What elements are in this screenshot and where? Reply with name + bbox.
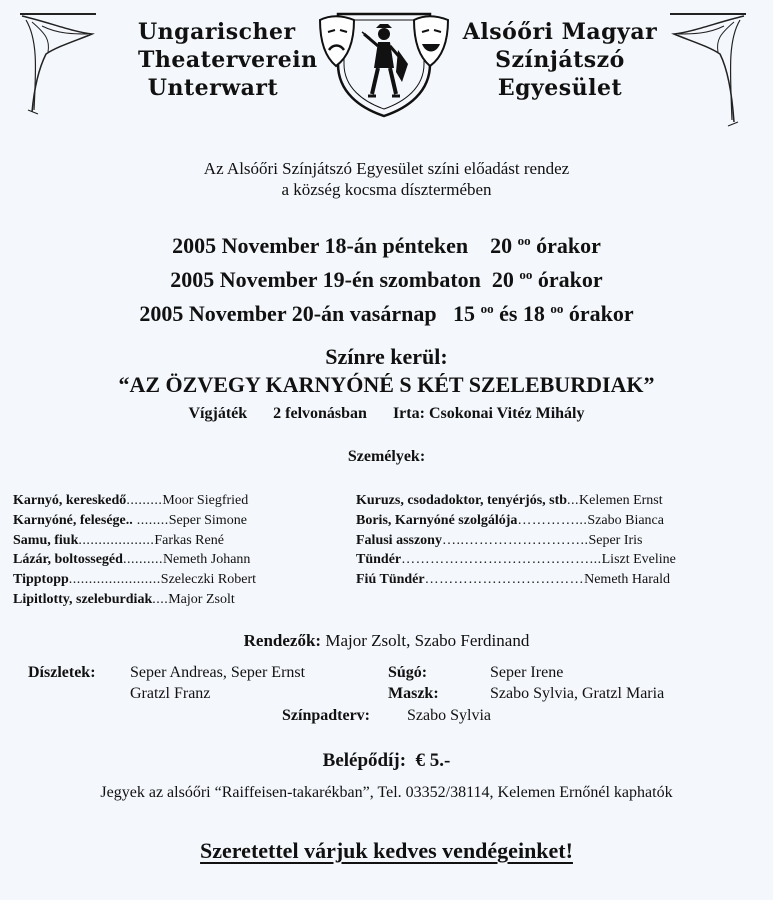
directors-names: Major Zsolt, Szabo Ferdinand bbox=[325, 631, 530, 650]
closing-line: Szeretettel várjuk kedves vendégeinket! bbox=[200, 838, 573, 863]
cast-row: Karnyóné, felesége.. ........Seper Simone bbox=[13, 512, 247, 528]
entry-fee: Belépődíj: € 5.- bbox=[322, 750, 451, 771]
header-left-line: Ungarischer bbox=[138, 19, 296, 45]
cast-heading: Személyek: bbox=[347, 448, 426, 465]
crew-decor-line: Seper Andreas, Seper Ernst bbox=[130, 664, 306, 681]
header-left bbox=[138, 18, 318, 102]
date-line: 2005 November 20-án vasárnap 15 $^{oo}$ és 18 $^{oo}$ órakor bbox=[139, 301, 634, 326]
crew-decor-line: Gratzl Franz bbox=[130, 685, 211, 702]
play-author: Irta: Csokonai Vitéz Mihály bbox=[392, 405, 585, 422]
crew-prompter-names: Seper Irene bbox=[490, 664, 564, 681]
directors bbox=[0, 631, 773, 651]
cast-row: Boris, Karnyóné szolgálója…………...Szabo Bianca bbox=[356, 512, 664, 528]
cast-row: Tipptopp.......................Szeleczki Robert bbox=[13, 572, 257, 588]
crew-prompter-label: Súgó: bbox=[388, 664, 428, 681]
cast-row: Tündér…………………………………...Liszt Eveline bbox=[356, 552, 676, 568]
play-heading bbox=[0, 343, 773, 399]
cast-list-left bbox=[13, 491, 256, 610]
play-genre: Vígjáték bbox=[188, 405, 248, 422]
crew-decor-names bbox=[130, 662, 305, 704]
cast-row: Karnyó, kereskedő.........Moor Siegfried bbox=[13, 493, 249, 508]
performance-dates bbox=[0, 226, 773, 328]
play-title: “AZ ÖZVEGY KARNYÓNÉ S KÉT SZELEBURDIAK” bbox=[118, 372, 655, 397]
crew-stage-label: Színpadterv: bbox=[282, 707, 370, 724]
intro-line: a község kocsma dísztermében bbox=[281, 180, 492, 199]
crew-mask-names: Szabo Sylvia, Gratzl Maria bbox=[490, 685, 665, 702]
crew-stage-names: Szabo Sylvia bbox=[407, 707, 491, 724]
play-subtitle bbox=[0, 405, 773, 423]
intro-text bbox=[0, 158, 773, 200]
cast-row: Lázár, boltossegéd..........Nemeth Johann bbox=[13, 552, 251, 568]
directors-label: Rendezők: bbox=[243, 631, 322, 650]
date-line: 2005 November 18-án pénteken 20 $^{oo}$ órakor bbox=[172, 233, 601, 258]
cast-row: Kuruzs, csodadoktor, tenyérjós, stb...Kelemen Ernst bbox=[356, 493, 663, 508]
play-intro: Színre kerül: bbox=[325, 344, 448, 369]
intro-line: Az Alsóőri Színjátszó Egyesület színi előadást rendez bbox=[203, 159, 570, 178]
curtain-right-icon bbox=[668, 10, 748, 130]
cast-list-right bbox=[356, 491, 676, 590]
cast-row: Lipitlotty, szeleburdiak....Major Zsolt bbox=[13, 591, 235, 607]
curtain-left-icon bbox=[18, 10, 98, 120]
play-acts: 2 felvonásban bbox=[273, 405, 367, 422]
header-right-line: Alsóőri Magyar bbox=[462, 19, 658, 45]
header-right-line: Színjátszó bbox=[495, 47, 625, 73]
header-right bbox=[462, 18, 658, 102]
ticket-info: Jegyek az alsóőri “Raiffeisen-takarékban”, Tel. 03352/38114, Kelemen Ernőnél kaphatók bbox=[100, 784, 673, 801]
cast-row: Falusi asszony…..……………………..Seper Iris bbox=[356, 532, 643, 548]
date-line: 2005 November 19-én szombaton 20 $^{oo}$ órakor bbox=[170, 267, 603, 292]
crew-decor-label: Díszletek: bbox=[28, 664, 96, 681]
theater-crest-icon bbox=[318, 8, 450, 118]
crew-mask-label: Maszk: bbox=[388, 685, 439, 702]
cast-row: Fiú Tündér……………………………Nemeth Harald bbox=[356, 572, 671, 588]
header-left-line: Unterwart bbox=[147, 75, 279, 101]
header-right-line: Egyesület bbox=[497, 75, 623, 101]
cast-row: Samu, fiuk...................Farkas René bbox=[13, 532, 224, 548]
header-left-line: Theaterverein bbox=[138, 47, 318, 73]
